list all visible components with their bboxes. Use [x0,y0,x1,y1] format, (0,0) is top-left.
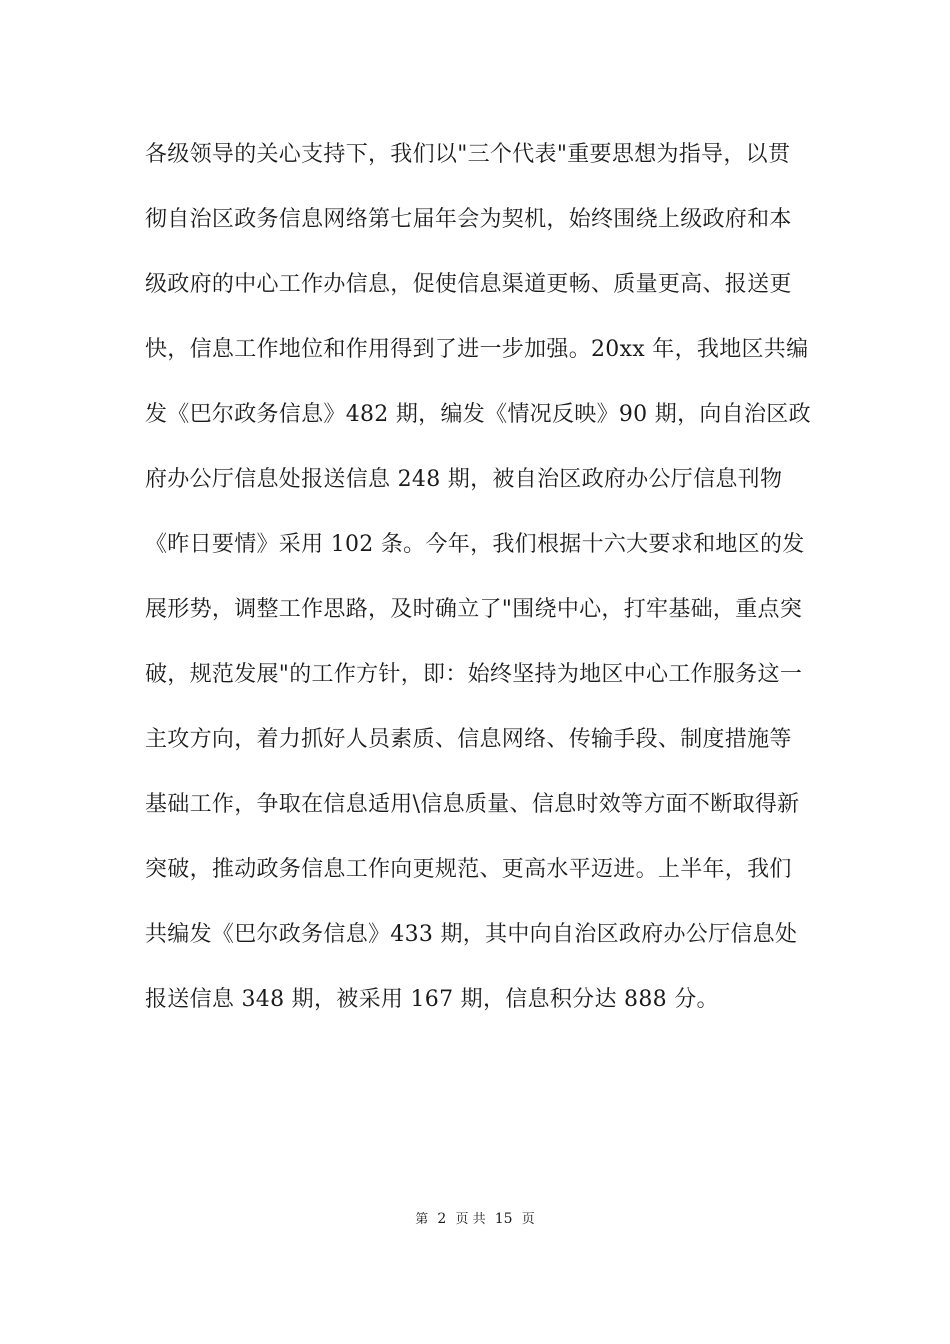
text-line: 突破，推动政务信息工作向更规范、更高水平迈进。上半年，我们 [145,857,792,882]
text-line: 报送信息 348 期，被采用 167 期，信息积分达 888 分。 [145,987,719,1012]
body-paragraph [145,132,815,1042]
text-line: 各级领导的关心支持下，我们以"三个代表"重要思想为指导，以贯 [145,142,791,167]
text-line: 主攻方向，着力抓好人员素质、信息网络、传输手段、制度措施等 [145,727,792,752]
text-line: 共编发《巴尔政务信息》433 期，其中向自治区政府办公厅信息处 [145,922,798,947]
text-line: 展形势，调整工作思路，及时确立了"围绕中心，打牢基础，重点突 [145,597,803,622]
text-line: 级政府的中心工作办信息，促使信息渠道更畅、质量更高、报送更 [145,272,792,297]
text-line: 彻自治区政务信息网络第七届年会为契机，始终围绕上级政府和本 [145,207,792,232]
current-page-number: 2 [437,1211,447,1227]
total-pages-number: 15 [494,1211,513,1227]
footer-prefix: 第 [415,1212,429,1227]
text-line: 快，信息工作地位和作用得到了进一步加强。20xx 年，我地区共编 [145,337,809,362]
text-line: 发《巴尔政务信息》482 期，编发《情况反映》90 期，向自治区政 [145,402,811,427]
text-line: 基础工作，争取在信息适用\信息质量、信息时效等方面不断取得新 [145,792,800,817]
text-line: 府办公厅信息处报送信息 248 期，被自治区政府办公厅信息刊物 [145,467,783,492]
footer-middle: 页 共 [455,1212,486,1227]
page-footer [0,1208,950,1227]
text-line: 破，规范发展"的工作方针，即：始终坚持为地区中心工作服务这一 [145,662,803,687]
text-line: 《昨日要情》采用 102 条。今年，我们根据十六大要求和地区的发 [145,532,805,557]
footer-suffix: 页 [521,1212,535,1227]
